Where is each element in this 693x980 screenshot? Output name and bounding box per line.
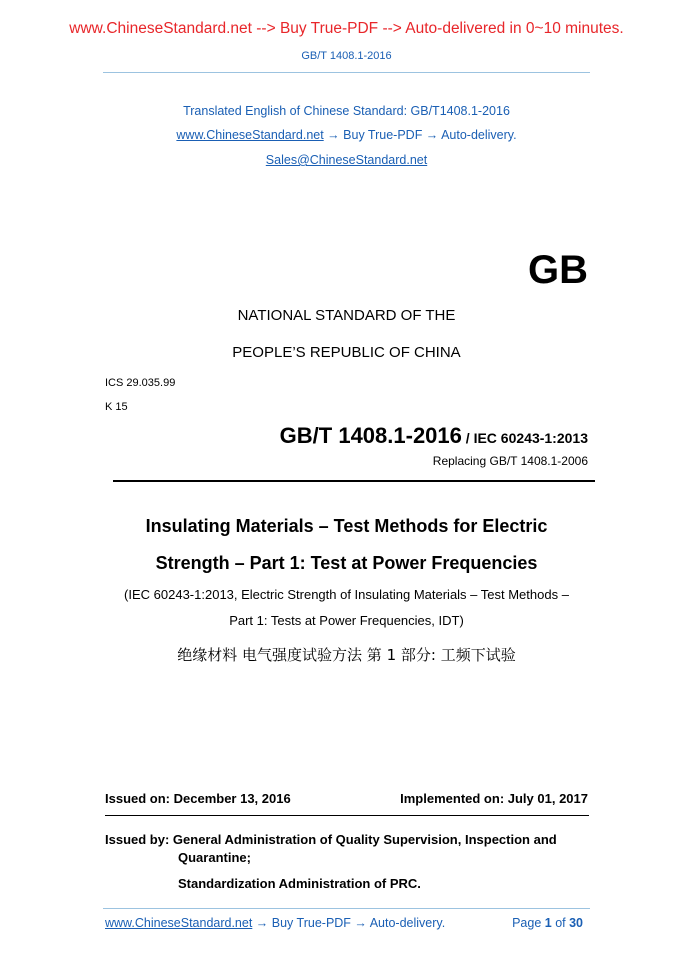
dates-divider <box>105 815 589 816</box>
standard-number-line <box>280 423 588 449</box>
top-banner[interactable]: www.ChineseStandard.net --> Buy True-PDF --> Auto-delivered in 0~10 minutes. <box>69 20 624 37</box>
issuer-line3: Standardization Administration of PRC. <box>178 876 421 891</box>
ics-code: ICS 29.035.99 <box>105 377 176 389</box>
gb-mark: GB <box>528 248 588 292</box>
chinese-title: 绝缘材料 电气强度试验方法 第 1 部分: 工频下试验 <box>177 646 516 664</box>
issuer-line1: Issued by: General Administration of Quality Supervision, Inspection and <box>105 832 557 847</box>
title-divider <box>113 480 595 482</box>
header-standard-code: GB/T 1408.1-2016 <box>301 50 392 62</box>
site-link[interactable]: www.ChineseStandard.net <box>176 128 324 142</box>
issued-on-date: Issued on: December 13, 2016 <box>105 791 291 806</box>
of-label: of <box>551 916 570 930</box>
page-label: Page <box>512 916 545 930</box>
implemented-on-date: Implemented on: July 01, 2017 <box>400 791 588 806</box>
footer-divider <box>103 908 590 909</box>
page-indicator <box>512 916 583 930</box>
iec-reference-line1: (IEC 60243-1:2013, Electric Strength of Insulating Materials – Test Methods – <box>124 587 569 602</box>
header-divider <box>103 72 590 73</box>
standard-number: GB/T 1408.1-2016 <box>279 423 462 448</box>
national-standard-line2: PEOPLE’S REPUBLIC OF CHINA <box>232 344 461 361</box>
replacing-note: Replacing GB/T 1408.1-2006 <box>432 454 588 468</box>
page-total: 30 <box>569 916 583 930</box>
k-code: K 15 <box>105 401 128 413</box>
issuer-line2: Quarantine; <box>178 850 251 865</box>
footer-site-link[interactable]: www.ChineseStandard.net <box>105 916 253 930</box>
email-line <box>0 153 693 167</box>
footer-buy-line <box>105 916 445 930</box>
translation-title: Translated English of Chinese Standard: GB/T1408.1-2016 <box>183 104 510 118</box>
footer-buy-text: → Buy True-PDF → Auto-delivery. <box>252 916 446 930</box>
national-standard-line1: NATIONAL STANDARD OF THE <box>237 307 456 324</box>
page-number: 1 <box>544 916 552 930</box>
iec-reference-line2: Part 1: Tests at Power Frequencies, IDT) <box>229 613 464 628</box>
iec-equivalent: / IEC 60243-1:2013 <box>461 430 588 446</box>
translation-buy-line <box>0 128 693 142</box>
document-title-line2: Strength – Part 1: Test at Power Frequencies <box>155 553 538 573</box>
document-title-line1: Insulating Materials – Test Methods for Electric <box>145 516 548 536</box>
buy-text: → Buy True-PDF → Auto-delivery. <box>323 128 517 142</box>
email-link[interactable]: Sales@ChineseStandard.net <box>265 153 428 167</box>
